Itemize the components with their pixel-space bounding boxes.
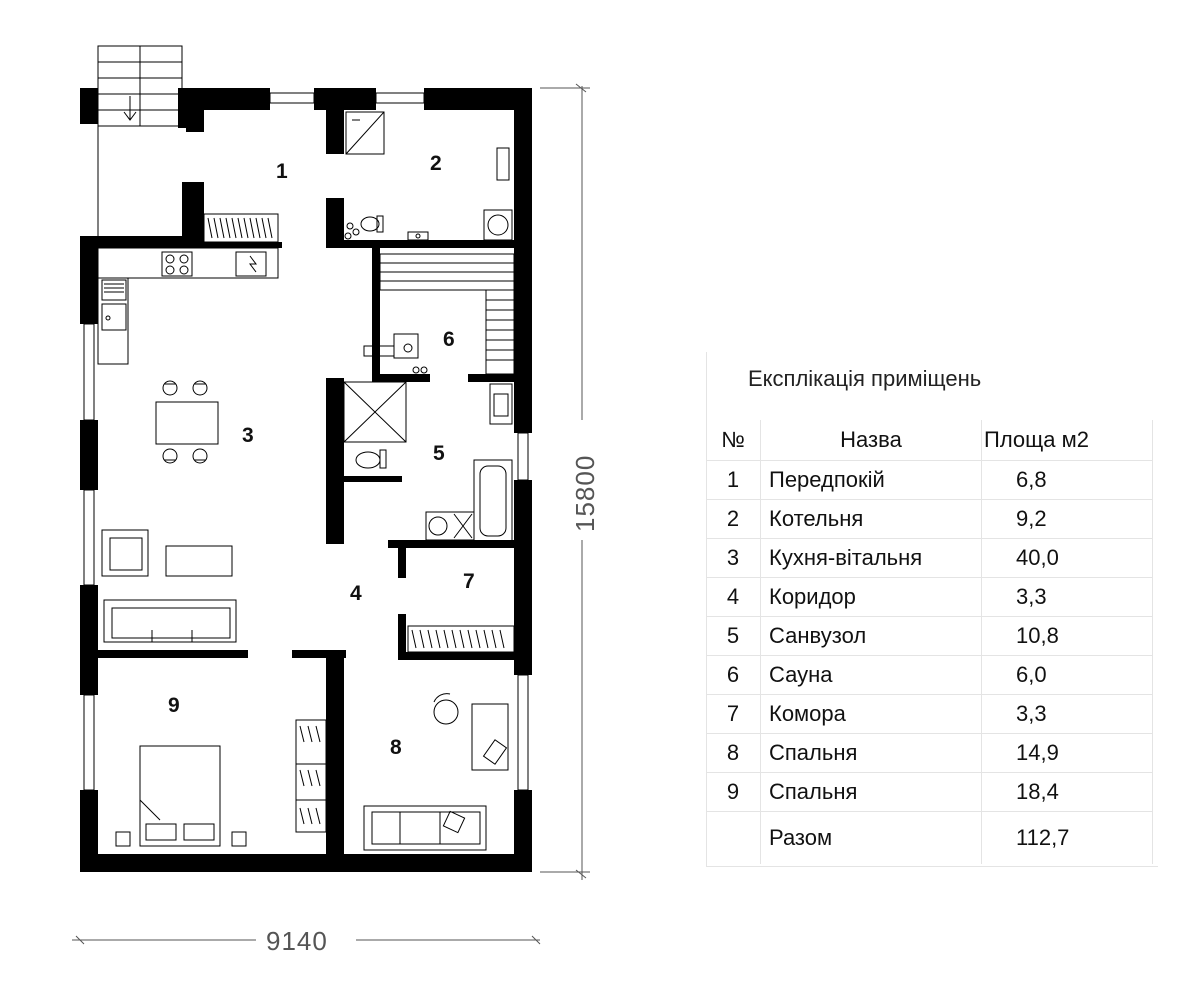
total-empty-cell (706, 812, 761, 865)
hall-wardrobe (204, 214, 278, 242)
room-legend (706, 352, 1162, 867)
table-row (706, 773, 1153, 812)
total-label: Разом (761, 812, 982, 865)
legend-frame-line (706, 866, 1158, 867)
total-area: 112,7 (982, 812, 1153, 865)
room-number: 6 (443, 328, 455, 351)
row-area: 6,0 (982, 656, 1153, 695)
room-number: 7 (463, 570, 475, 593)
row-name: Сауна (761, 656, 982, 695)
row-area: 40,0 (982, 539, 1153, 578)
exterior-walls (80, 88, 532, 872)
sauna-fixtures (364, 254, 514, 374)
table-row (706, 695, 1153, 734)
row-number: 4 (706, 578, 761, 617)
kitchen-counter (98, 248, 278, 364)
row-area: 6,8 (982, 461, 1153, 500)
table-row (706, 578, 1153, 617)
table-row (706, 461, 1153, 500)
row-area: 3,3 (982, 695, 1153, 734)
height-dimension-label: 15800 (570, 454, 600, 532)
row-name: Санвузол (761, 617, 982, 656)
row-name: Спальня (761, 773, 982, 812)
bedroom-8-furniture (364, 694, 508, 850)
table-row (706, 734, 1153, 773)
row-number: 6 (706, 656, 761, 695)
row-number: 2 (706, 500, 761, 539)
table-row (706, 617, 1153, 656)
dimension-height (540, 84, 600, 880)
row-number: 8 (706, 734, 761, 773)
room-number: 8 (390, 736, 402, 759)
table-row (706, 656, 1153, 695)
row-name: Комора (761, 695, 982, 734)
bedroom-9-furniture (116, 720, 326, 846)
row-area: 3,3 (982, 578, 1153, 617)
room-number: 2 (430, 152, 442, 175)
width-dimension-label: 9140 (266, 926, 328, 956)
room-number: 5 (433, 442, 445, 465)
dining-table (156, 381, 218, 463)
row-area: 9,2 (982, 500, 1153, 539)
table-total-row (706, 812, 1153, 865)
room-number: 4 (350, 582, 362, 605)
row-number: 9 (706, 773, 761, 812)
legend-table (706, 420, 1153, 864)
header-number: № (706, 420, 761, 461)
room-number: 3 (242, 424, 254, 447)
table-header-row (706, 420, 1153, 461)
table-row (706, 539, 1153, 578)
row-area: 10,8 (982, 617, 1153, 656)
row-area: 14,9 (982, 734, 1153, 773)
row-name: Передпокій (761, 461, 982, 500)
legend-title: Експлікація приміщень (748, 366, 982, 391)
windows (84, 93, 528, 790)
dimension-width (72, 926, 540, 956)
living-room-furniture (102, 530, 236, 642)
row-name: Спальня (761, 734, 982, 773)
interior-walls (98, 110, 514, 860)
entry-stairs (98, 46, 182, 236)
bathroom-fixtures (344, 382, 512, 542)
row-area: 18,4 (982, 773, 1153, 812)
row-number: 7 (706, 695, 761, 734)
row-name: Котельня (761, 500, 982, 539)
table-row (706, 500, 1153, 539)
header-area: Площа м2 (982, 420, 1153, 461)
row-number: 3 (706, 539, 761, 578)
boiler-room-fixtures (345, 112, 512, 240)
room-number: 9 (168, 694, 180, 717)
row-number: 5 (706, 617, 761, 656)
storage-wardrobe (408, 626, 514, 652)
row-name: Кухня-вітальня (761, 539, 982, 578)
row-name: Коридор (761, 578, 982, 617)
row-number: 1 (706, 461, 761, 500)
room-number: 1 (276, 160, 288, 183)
header-name: Назва (761, 420, 982, 461)
